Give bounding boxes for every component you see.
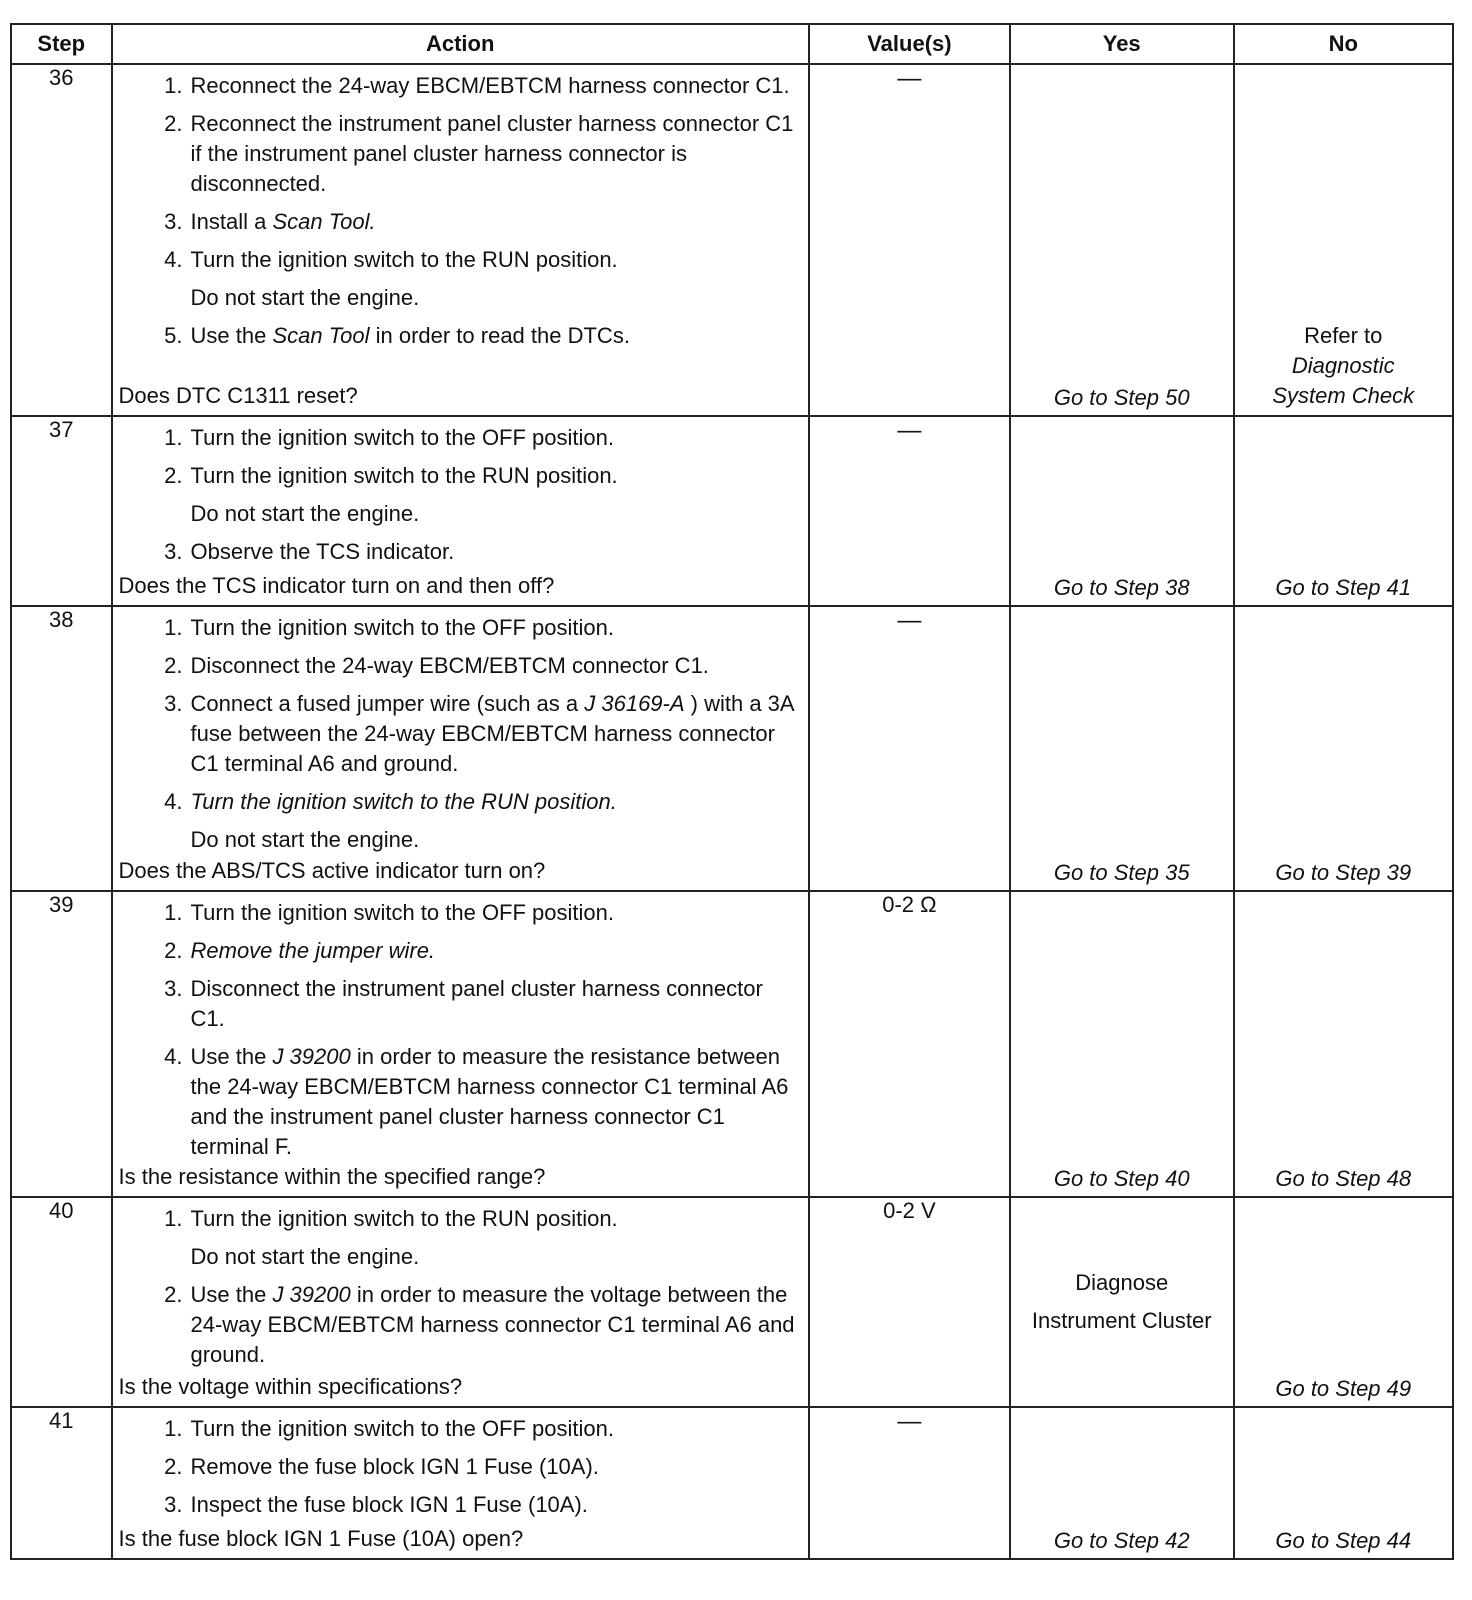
action-question: Is the voltage within specifications? xyxy=(118,1374,463,1399)
value-cell: — xyxy=(809,606,1010,891)
table-row-step-38 xyxy=(11,606,1453,891)
step-number: 39 xyxy=(11,891,112,1197)
action-item: 4. Use the J 39200 in order to measure the resistance between the 24-way EBCM/EBTCM harness connector C1 terminal A6 and the instrument panel cluster harness connector C1 terminal F. xyxy=(164,1044,789,1159)
yes-goto-link: Go to Step 35 xyxy=(1053,860,1190,885)
action-item: 4. Turn the ignition switch to the RUN position. Do not start the engine. xyxy=(164,789,617,852)
table-row-step-41 xyxy=(11,1407,1453,1559)
table-row-step-40 xyxy=(11,1197,1453,1407)
diagnostic-table xyxy=(10,23,1454,1560)
header-values: Value(s) xyxy=(809,24,1010,64)
action-item: 1. Turn the ignition switch to the OFF position. xyxy=(164,425,614,450)
action-cell xyxy=(112,64,809,416)
no-goto-link: Go to Step 49 xyxy=(1275,1376,1412,1401)
value-cell: 0-2 Ω xyxy=(809,891,1010,1197)
action-item: 1. Turn the ignition switch to the OFF position. xyxy=(164,1416,614,1441)
action-cell xyxy=(112,606,809,891)
action-item: 3. Observe the TCS indicator. xyxy=(164,539,455,564)
action-item: 2. Remove the jumper wire. xyxy=(164,938,436,963)
action-cell xyxy=(112,891,809,1197)
value-cell: 0-2 V xyxy=(809,1197,1010,1407)
yes-goto-link: Go to Step 40 xyxy=(1053,1166,1190,1191)
action-cell xyxy=(112,1407,809,1559)
no-cell xyxy=(1234,64,1454,416)
action-question: Is the resistance within the specified range? xyxy=(118,1164,546,1189)
action-cell xyxy=(112,1197,809,1407)
header-yes: Yes xyxy=(1010,24,1234,64)
action-question: Is the fuse block IGN 1 Fuse (10A) open? xyxy=(118,1526,524,1551)
yes-cell xyxy=(1010,416,1234,606)
step-number: 36 xyxy=(11,64,112,416)
action-item: 4. Turn the ignition switch to the RUN position. Do not start the engine. xyxy=(164,247,618,310)
step-number: 41 xyxy=(11,1407,112,1559)
header-action: Action xyxy=(112,24,809,64)
step-number: 37 xyxy=(11,416,112,606)
action-item: 5. Use the Scan Tool in order to read the DTCs. xyxy=(164,323,630,348)
action-item: 3. Connect a fused jumper wire (such as a J 36169-A ) with a 3A fuse between the 24-way EBCM/EBTCM harness connector C1 terminal A6 and ground. xyxy=(164,691,794,776)
action-item: 1. Turn the ignition switch to the OFF position. xyxy=(164,615,614,640)
action-item: 2. Reconnect the instrument panel cluster harness connector C1 if the instrument panel cluster harness connector is disconnected. xyxy=(164,111,794,196)
header-step: Step xyxy=(11,24,112,64)
action-cell xyxy=(112,416,809,606)
no-cell xyxy=(1234,891,1454,1197)
no-refer: Refer to Diagnostic System Check xyxy=(1272,323,1415,408)
action-item: 2. Turn the ignition switch to the RUN position. Do not start the engine. xyxy=(164,463,618,526)
no-cell xyxy=(1234,1407,1454,1559)
value-cell: — xyxy=(809,1407,1010,1559)
no-cell xyxy=(1234,606,1454,891)
action-item: 1. Turn the ignition switch to the RUN position. Do not start the engine. xyxy=(164,1206,618,1269)
yes-goto-link: Go to Step 38 xyxy=(1053,575,1190,600)
action-item: 3. Disconnect the instrument panel cluster harness connector C1. xyxy=(164,976,763,1031)
action-item: 1. Reconnect the 24-way EBCM/EBTCM harness connector C1. xyxy=(164,73,790,98)
no-goto-link: Go to Step 39 xyxy=(1275,860,1412,885)
diagnostic-table-page xyxy=(10,23,1454,1560)
step-number: 38 xyxy=(11,606,112,891)
yes-goto-link: Go to Step 50 xyxy=(1053,385,1190,410)
action-item: 3. Install a Scan Tool. xyxy=(164,209,376,234)
action-question: Does the TCS indicator turn on and then off? xyxy=(118,573,555,598)
table-row-step-39 xyxy=(11,891,1453,1197)
header-no: No xyxy=(1234,24,1454,64)
yes-cell xyxy=(1010,1197,1234,1407)
no-cell xyxy=(1234,416,1454,606)
action-question: Does DTC C1311 reset? xyxy=(118,383,358,408)
table-row-step-37 xyxy=(11,416,1453,606)
header-row xyxy=(11,24,1453,64)
action-item: 2. Remove the fuse block IGN 1 Fuse (10A). xyxy=(164,1454,599,1479)
value-cell: — xyxy=(809,416,1010,606)
yes-goto-link: Go to Step 42 xyxy=(1053,1528,1190,1553)
action-item: 2. Use the J 39200 in order to measure the voltage between the 24-way EBCM/EBTCM harness connector C1 terminal A6 and ground. xyxy=(164,1282,795,1367)
yes-cell xyxy=(1010,64,1234,416)
no-goto-link: Go to Step 41 xyxy=(1275,575,1412,600)
step-number: 40 xyxy=(11,1197,112,1407)
action-item: 2. Disconnect the 24-way EBCM/EBTCM connector C1. xyxy=(164,653,709,678)
yes-diagnose: Diagnose Instrument Cluster xyxy=(1031,1270,1212,1333)
yes-cell xyxy=(1010,891,1234,1197)
value-cell: — xyxy=(809,64,1010,416)
action-item: 3. Inspect the fuse block IGN 1 Fuse (10A). xyxy=(164,1492,588,1517)
action-item: 1. Turn the ignition switch to the OFF position. xyxy=(164,900,614,925)
yes-cell xyxy=(1010,606,1234,891)
yes-cell xyxy=(1010,1407,1234,1559)
no-goto-link: Go to Step 44 xyxy=(1275,1528,1412,1553)
action-question: Does the ABS/TCS active indicator turn on? xyxy=(118,858,546,883)
no-cell xyxy=(1234,1197,1454,1407)
table-row-step-36 xyxy=(11,64,1453,416)
no-goto-link: Go to Step 48 xyxy=(1275,1166,1412,1191)
